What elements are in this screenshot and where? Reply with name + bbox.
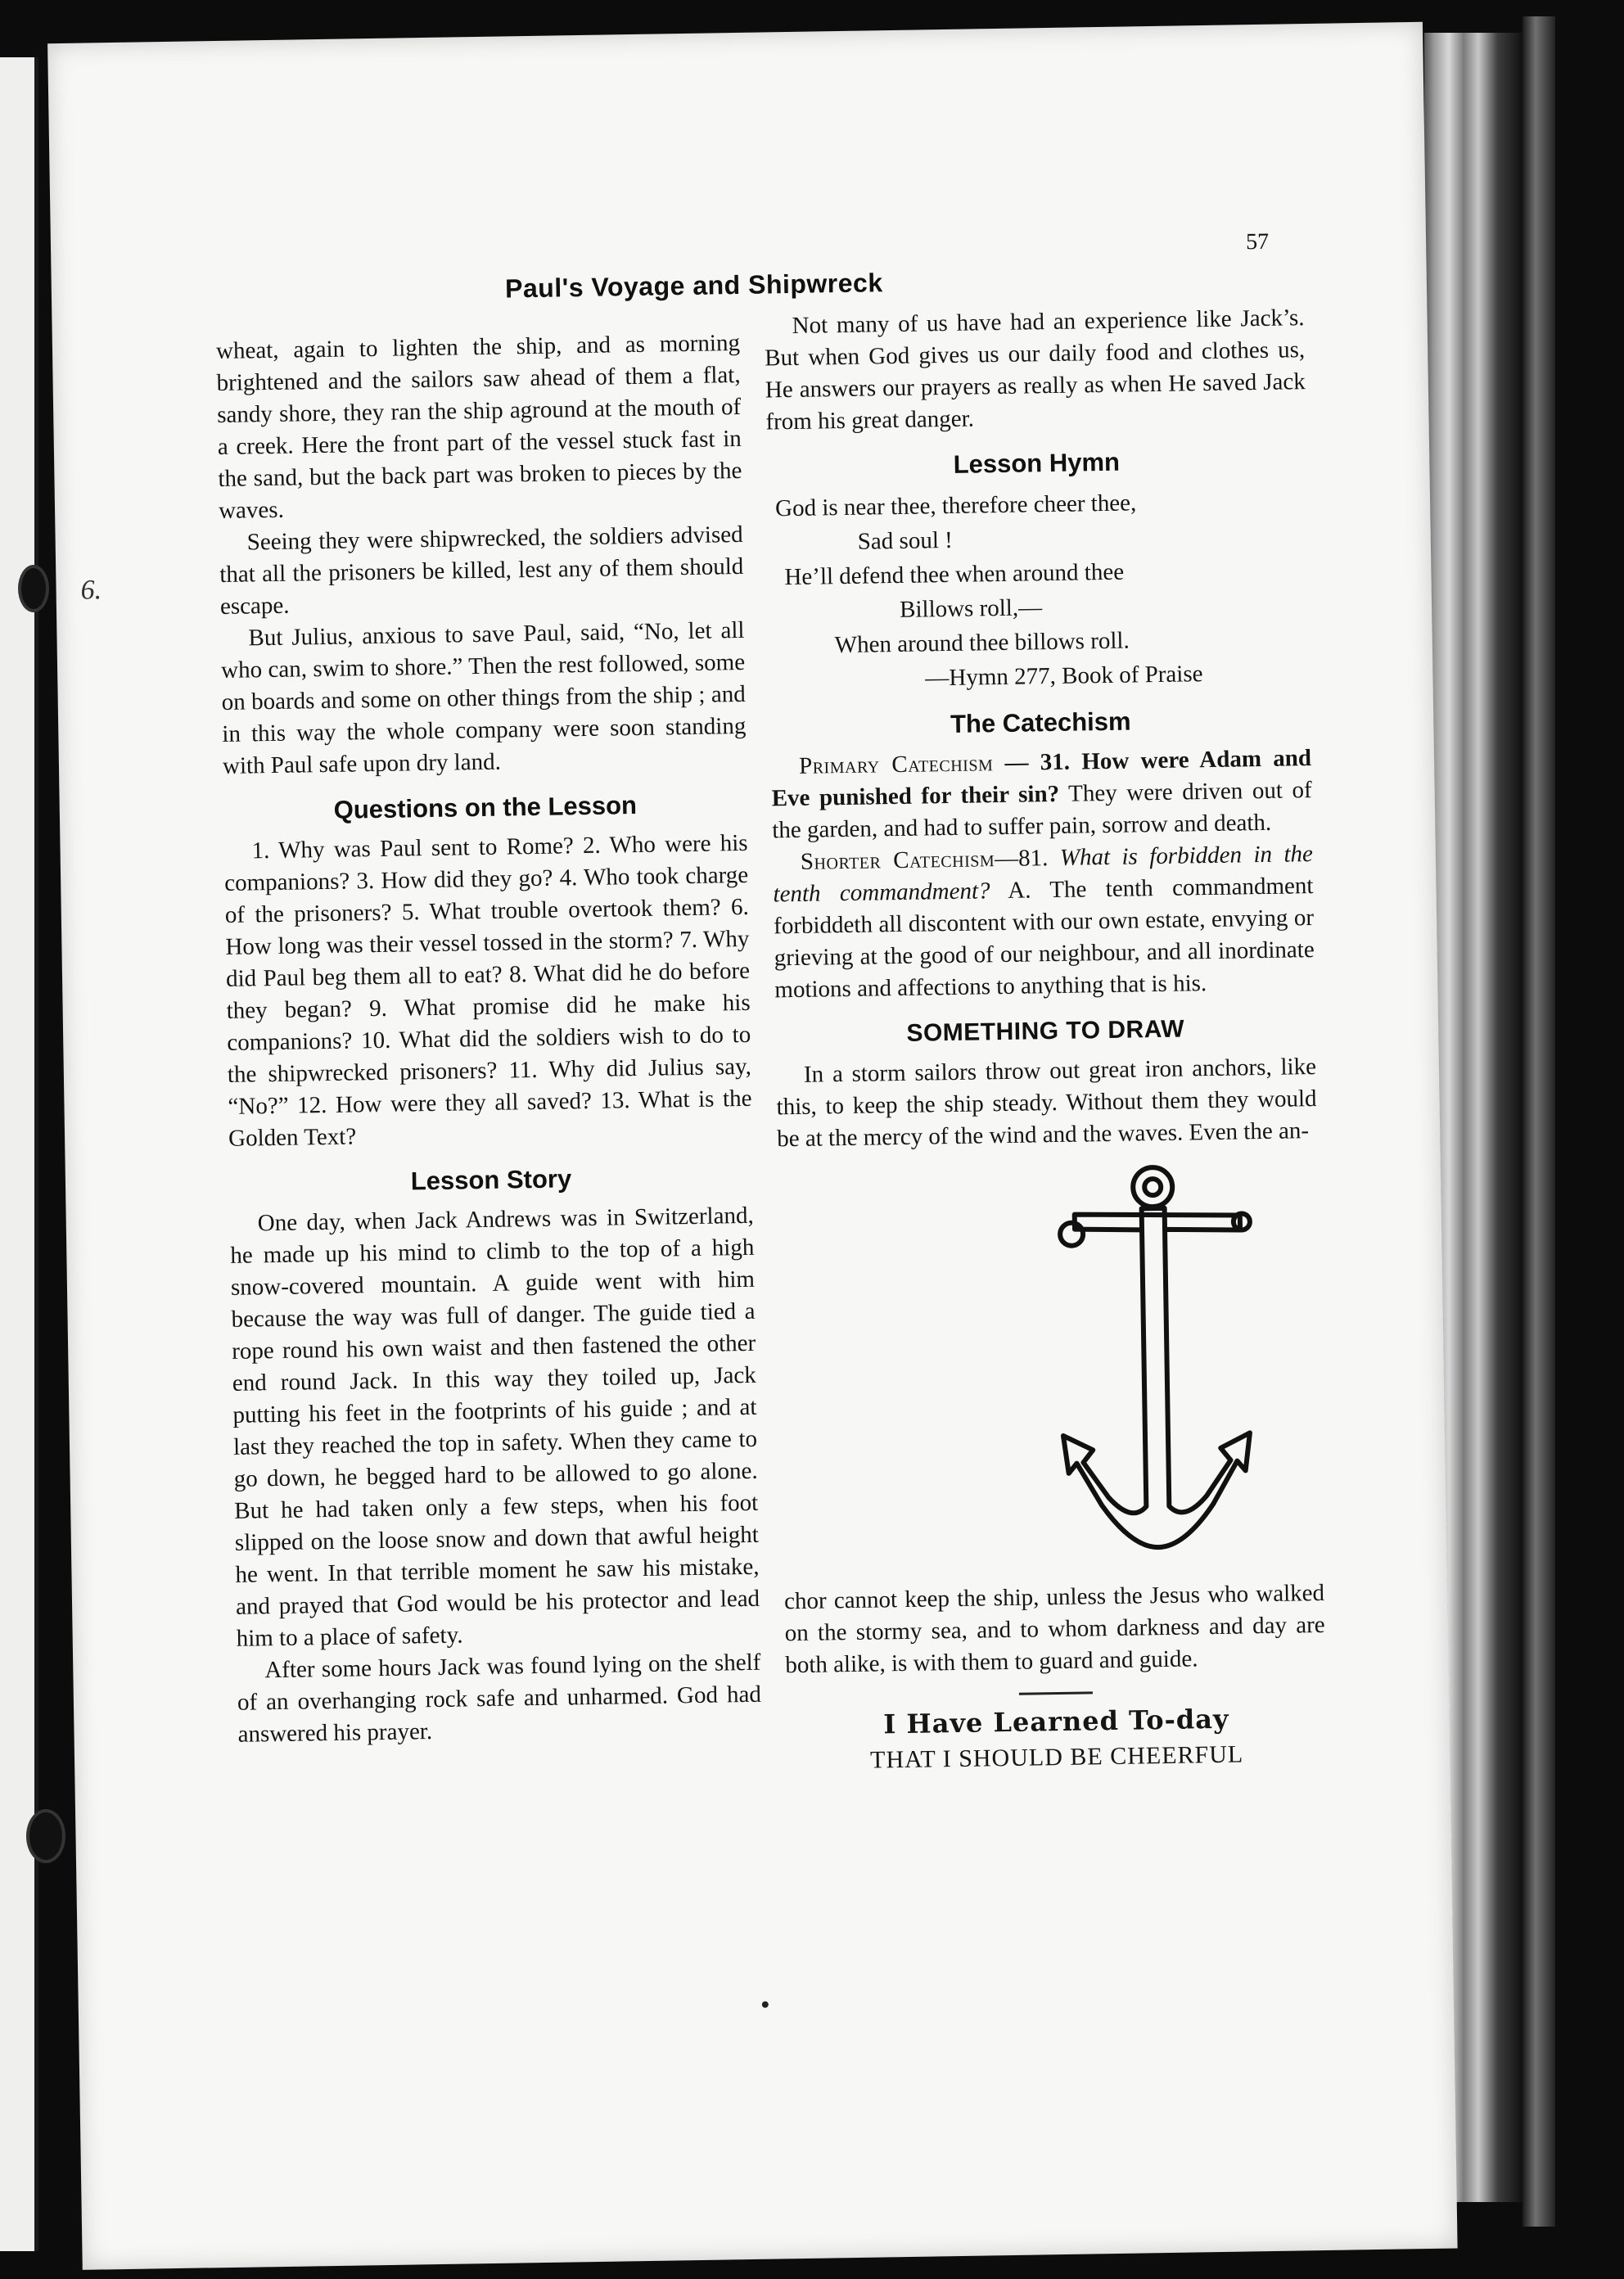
questions-heading: Questions on the Lesson (333, 791, 638, 824)
page-number: 57 (1245, 228, 1270, 255)
learned-today-text: THAT I SHOULD BE CHEERFUL (869, 1740, 1244, 1774)
shorter-catechism-label: Shorter Catechism (800, 846, 995, 875)
left-column (216, 327, 762, 1751)
primary-catechism (771, 742, 1313, 846)
learned-today-heading: I Have Learned To-day (883, 1703, 1229, 1740)
lesson-story-heading: Lesson Story (410, 1164, 572, 1196)
story-paragraph (237, 1647, 762, 1751)
hymn-line: He’ll defend thee when around thee (784, 558, 1125, 591)
hymn-line: Sad soul ! (857, 526, 954, 555)
story-final-text: After some hours Jack was found lying on the shelf of an overhanging rock safe and unharmed. God had answered his prayer. (237, 1649, 762, 1748)
hymn-source: —Hymn 277, Book of Praise (925, 661, 1203, 692)
book-spine-dark-edge (1522, 16, 1555, 2227)
shorter-catechism-answer: A. The tenth commandment forbiddeth all discontent with our own estate, envying or grieving at the good of our neighbour, and all inordinate motions and affections to anything that is his. (773, 873, 1315, 1004)
paragraph: Not many of us have had an experience like Jack’s. But when God gives us our daily food and clothes us, He answers our prayers as really as when He saved Jack from his great danger. (764, 305, 1306, 435)
something-to-draw-heading: SOMETHING TO DRAW (906, 1015, 1185, 1047)
right-column (764, 302, 1327, 1777)
running-head: Paul's Voyage and Shipwreck (504, 268, 883, 304)
binding-hole-top (18, 565, 49, 612)
hymn-line: Billows roll,— (899, 594, 1043, 623)
divider-rule (1019, 1691, 1093, 1695)
shorter-catechism-question: What is forbidden in the tenth commandment? (773, 841, 1314, 908)
hymn-verse (767, 483, 1310, 697)
primary-catechism-number: — 31. (1004, 748, 1071, 776)
primary-catechism-question: How were Adam and Eve punished for their sin? (771, 745, 1312, 812)
binding-hole-bottom (26, 1809, 65, 1863)
paragraph: But Julius, anxious to save Paul, said, “No, let all who can, swim to shore.” Then the rest followed, some on boards and some on other things from the ship ; and in this way the whole company were soon standing with Paul safe upon dry land. (220, 616, 747, 779)
anchor-illustration (778, 1152, 1324, 1586)
shorter-catechism (773, 838, 1315, 1006)
primary-catechism-answer: They were driven out of the garden, and had to suffer pain, sorrow and death. (772, 777, 1312, 844)
draw-paragraph: In a storm sailors throw out great iron anchors, like this, to keep the ship steady. Without them they would be at the mercy of the wind and the waves. Even the an- (776, 1054, 1317, 1153)
primary-catechism-label: Primary Catechism (798, 750, 994, 779)
paragraph: wheat, again to lighten the ship, and as morning brightened and the sailors saw ahead of them a flat, sandy shore, they ran the ship aground at the mouth of a creek. Here the front part of the vessel stuck fast in the sand, but the back part was broken to pieces by the waves. (215, 329, 742, 524)
questions-text: 1. Why was Paul sent to Rome? 2. Who were his companions? 3. How did they go? 4. Who took charge of the prisoners? 5. What trouble overtook them? 6. How long was their vessel tossed in the storm? 7. Why did Paul beg them all to eat? 8. What did he do before they began? 9. What promise did he make his companions? 10. What did the soldiers wish to do to the shipwrecked prisoners? 11. Why did Julius say, “No?” 12. How were they all saved? 13. What is the Golden Text? (223, 829, 752, 1152)
anchor-icon (1056, 1161, 1259, 1557)
margin-note: 6. (80, 575, 102, 606)
story-paragraph: One day, when Jack Andrews was in Switzerland, he made up his mind to climb to the top of a high snow-covered mountain. A guide went with him because the way was full of danger. The guide tied a rope round his own waist and then fastened the other end round Jack. In this way they toiled up, Jack putting his feet in the footprints of his guide ; and at last they reached the top in safety. When they came to go down, he begged hard to be allowed to go alone. But he had taken only a few steps, when his foot slipped on the loose snow and down that awful height he went. In that terrible moment he saw his mistake, and prayed that God would be his protector and lead him to a place of safety. (230, 1202, 760, 1652)
paragraph: Seeing they were shipwrecked, the soldiers advised that all the prisoners be killed, lest any of them should escape. (219, 521, 744, 620)
hymn-line: When around thee billows roll. (834, 627, 1130, 659)
print-dot (762, 2001, 769, 2008)
draw-paragraph-continued: chor cannot keep the ship, unless the Jesus who walked on the stormy sea, and to whom darkness and day are both alike, is with them to guard and guide. (783, 1579, 1325, 1679)
lesson-hymn-heading: Lesson Hymn (953, 447, 1121, 479)
previous-page-edge (0, 57, 38, 2251)
shorter-catechism-number: —81. (994, 845, 1049, 873)
catechism-heading: The Catechism (950, 706, 1131, 738)
book-page (47, 22, 1458, 2270)
hymn-line: God is near thee, therefore cheer thee, (774, 490, 1137, 522)
